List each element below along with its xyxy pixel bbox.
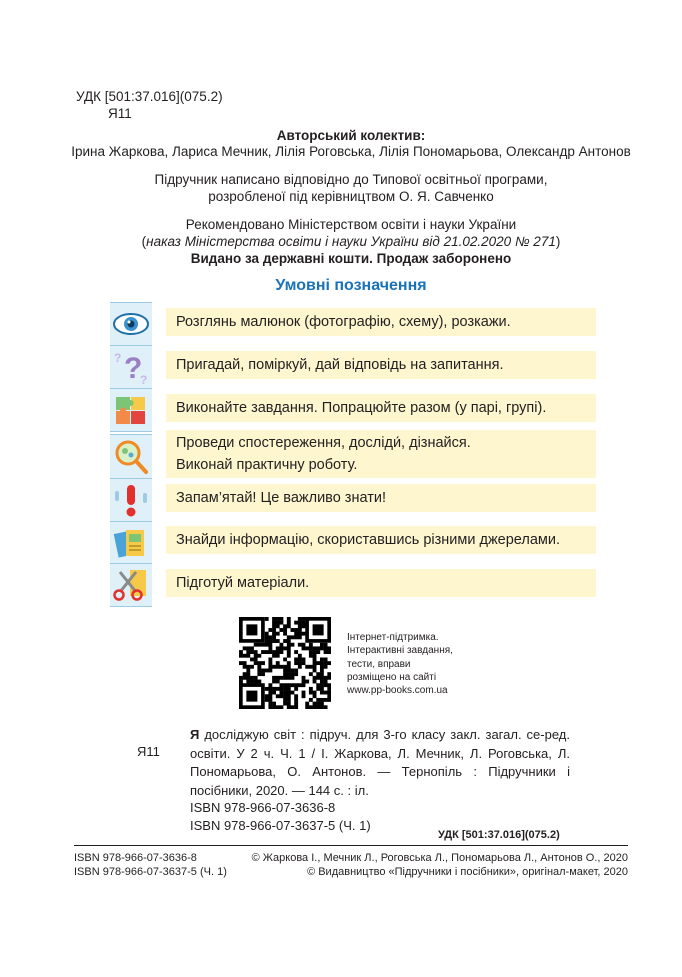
qr-code[interactable]: [239, 617, 331, 709]
catalog-code: Я11: [108, 106, 132, 121]
support-line: тести, вправи: [347, 658, 411, 670]
biblio-isbn-1: ISBN 978-966-07-3636-8: [190, 800, 336, 815]
svg-text:?: ?: [124, 352, 143, 385]
legend-item-look: Розглянь малюнок (фотографію, схему), розкажи.: [166, 308, 596, 336]
authors-title: Авторський колектив:: [276, 128, 426, 143]
support-line: розміщено на сайті: [347, 671, 437, 683]
exclamation-icon: [110, 478, 152, 522]
legend-item-teamwork: Виконайте завдання. Попрацюйте разом (у парі, групі).: [166, 394, 596, 422]
support-text: [347, 631, 453, 697]
question-icon: [110, 345, 152, 389]
funding-note: Видано за державні кошти. Продаж заборонено: [190, 251, 512, 266]
support-line: Інтернет-підтримка.: [347, 632, 439, 643]
footer-isbn-2: ISBN 978-966-07-3637-5 (Ч. 1): [74, 866, 227, 878]
biblio-isbn-2: ISBN 978-966-07-3637-5 (Ч. 1): [190, 818, 371, 833]
support-url[interactable]: www.pp-books.com.ua: [347, 685, 448, 697]
divider: [74, 845, 628, 846]
program-line-2: розробленої під керівництвом О. Я. Савченко: [208, 189, 494, 204]
books-icon: [110, 521, 152, 565]
footer-copyright-publisher: © Видавництво «Підручники і посібники», оригінал-макет, 2020: [307, 866, 628, 878]
authors-names: Ірина Жаркова, Лариса Мечник, Лілія Роговська, Лілія Пономарьова, Олександр Антонов: [71, 144, 631, 159]
footer-copyright-authors: © Жаркова І., Мечник Л., Роговська Л., Пономарьова Л., Антонов О., 2020: [251, 852, 628, 864]
legend-item-research: [166, 430, 596, 478]
legend-item-materials: Підготуй матеріали.: [166, 569, 596, 597]
legend-item-question: Пригадай, поміркуй, дай відповідь на запитання.: [166, 351, 596, 379]
magnifier-icon: [110, 434, 152, 480]
svg-text:?: ?: [140, 373, 148, 387]
recommendation-line-2: (наказ Міністерства освіти і науки України від 21.02.2020 № 271): [141, 234, 561, 249]
biblio-code: Я11: [137, 744, 160, 759]
program-line-1: Підручник написано відповідно до Типової освітньої програми,: [154, 172, 548, 187]
udk-header: УДК [501:37.016](075.2): [76, 89, 223, 104]
legend-title: Умовні позначення: [275, 277, 427, 294]
footer-isbn-1: ISBN 978-966-07-3636-8: [74, 852, 197, 864]
scissors-icon: [110, 563, 152, 607]
svg-text:?: ?: [114, 351, 122, 365]
support-line: Інтерактивні завдання,: [347, 645, 453, 657]
legend-item-remember: Запам’ятай! Це важливо знати!: [166, 484, 596, 512]
legend-item-research-line-1: Проведи спостереження, досліди́, дізнайся.: [176, 435, 471, 451]
puzzle-icon: [110, 388, 152, 432]
biblio-udk: УДК [501:37.016](075.2): [438, 829, 560, 841]
recommendation-line-1: Рекомендовано Міністерством освіти і науки України: [185, 217, 517, 232]
legend-item-research-line-2: Виконай практичну роботу.: [176, 457, 358, 473]
eye-icon: [110, 302, 152, 346]
legend-item-sources: Знайди інформацію, скориставшись різними джерелами.: [166, 526, 596, 554]
biblio-description: Я досліджую світ : підруч. для 3-го класу закл. загал. се-ред. освіти. У 2 ч. Ч. 1 / І. Жаркова, Л. Мечник, Л. Роговська, Л. Пономарьова, О. Антонов. — Тернопіль : Підручники і посібники, 2020. — 144 с. : іл.: [190, 727, 570, 798]
